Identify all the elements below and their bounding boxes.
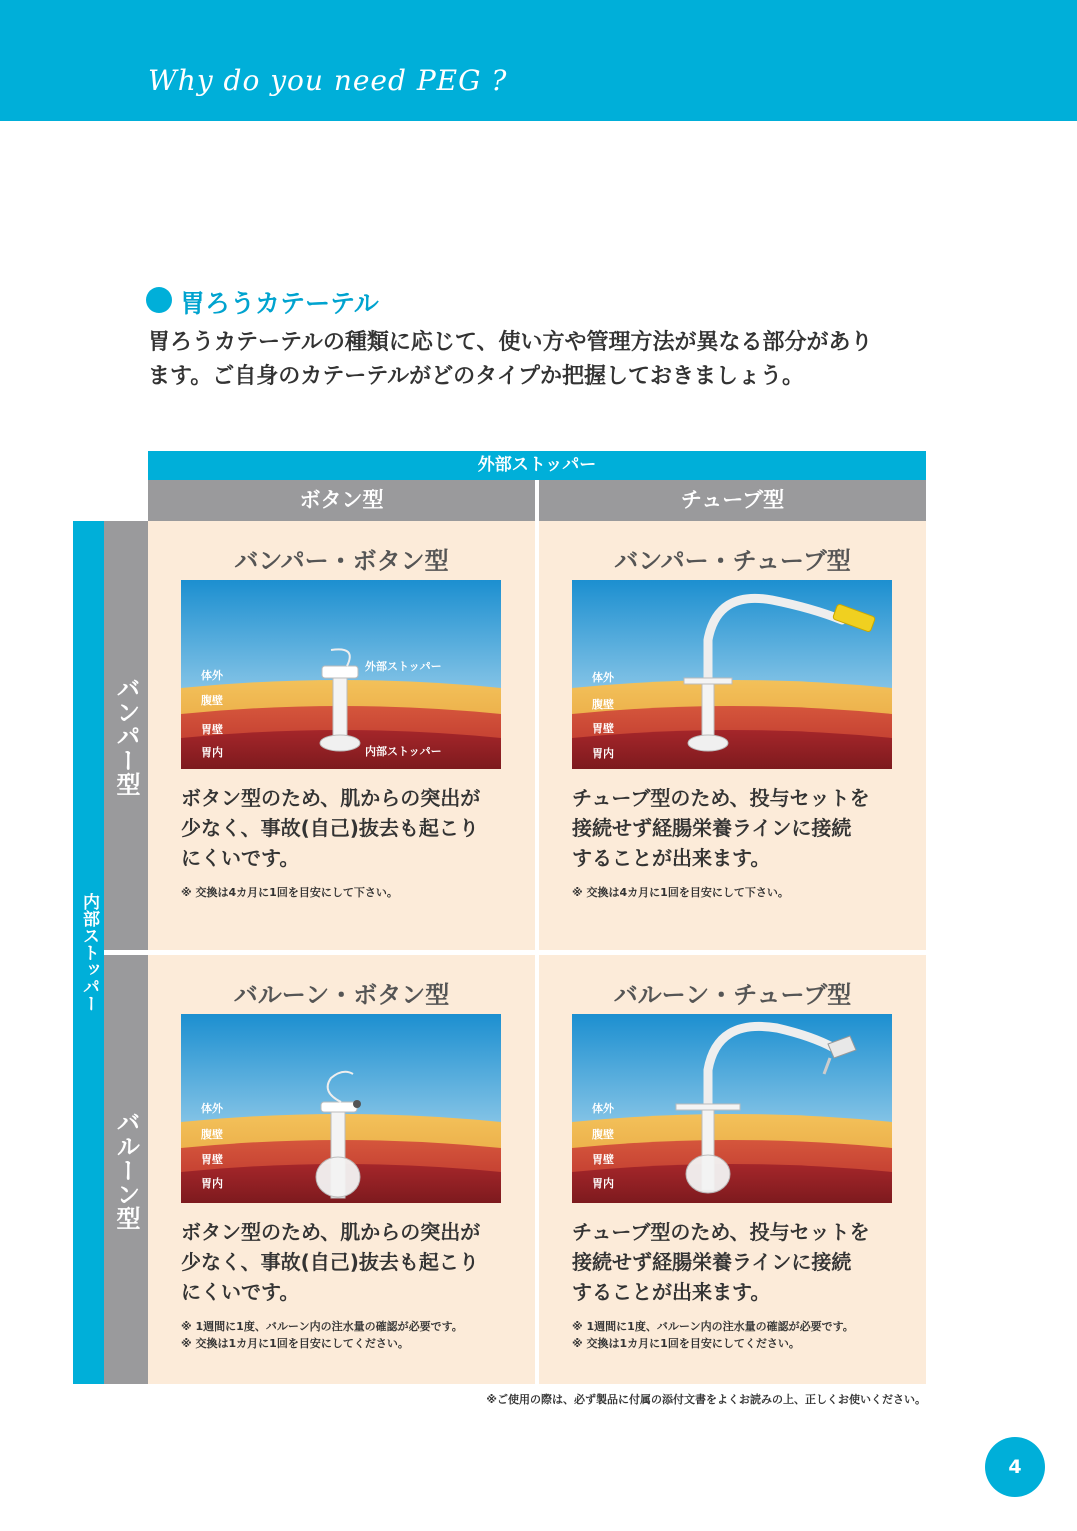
desc-line: チューブ型のため、投与セットを bbox=[572, 1220, 870, 1244]
layer-label-stomach-inside: 胃内 bbox=[201, 1177, 223, 1190]
layer-label-outside: 体外 bbox=[201, 669, 223, 682]
layer-label-stomach-wall: 胃壁 bbox=[201, 723, 223, 736]
intro-line: ます。ご自身のカテーテルがどのタイプか把握しておきましょう。 bbox=[148, 364, 805, 389]
section-bullet-icon bbox=[146, 287, 172, 313]
desc-line: にくいです。 bbox=[181, 1280, 300, 1304]
layer-label-abdominal-wall: 腹壁 bbox=[592, 698, 614, 711]
intro-text bbox=[148, 326, 938, 394]
cell-title: バンパー・チューブ型 bbox=[614, 547, 851, 575]
cell-title: バルーン・ボタン型 bbox=[233, 981, 450, 1009]
internal-stopper-header: 内部ストッパー bbox=[73, 521, 104, 1384]
layer-label-abdominal-wall: 腹壁 bbox=[592, 1128, 614, 1141]
external-stopper-header: 外部ストッパー bbox=[148, 451, 926, 480]
cell-description bbox=[181, 1217, 521, 1307]
desc-line: チューブ型のため、投与セットを bbox=[572, 786, 870, 810]
column-header-tube: チューブ型 bbox=[539, 480, 926, 521]
usage-disclaimer: ※ご使用の際は、必ず製品に付属の添付文書をよくお読みの上、正しくお使いください。 bbox=[486, 1393, 926, 1406]
page-header-title: Why do you need PEG ? bbox=[148, 64, 508, 97]
layer-label-abdominal-wall: 腹壁 bbox=[201, 1128, 223, 1141]
section-title: 胃ろうカテーテル bbox=[180, 289, 379, 318]
layer-label-stomach-wall: 胃壁 bbox=[592, 1153, 614, 1166]
cell-note bbox=[572, 884, 917, 901]
column-header-button: ボタン型 bbox=[148, 480, 535, 521]
cell-title: バンパー・ボタン型 bbox=[234, 547, 449, 575]
desc-line: 少なく、事故(自己)抜去も起こり bbox=[181, 1250, 479, 1274]
row-header-balloon: バルーン型 bbox=[104, 955, 148, 1384]
cell-balloon-tube bbox=[539, 955, 926, 1384]
layer-label-outside: 体外 bbox=[592, 671, 614, 684]
layer-label-outside: 体外 bbox=[592, 1102, 614, 1115]
desc-line: にくいです。 bbox=[181, 846, 300, 870]
desc-line: 接続せず経腸栄養ラインに接続 bbox=[572, 816, 852, 840]
desc-line: 接続せず経腸栄養ラインに接続 bbox=[572, 1250, 852, 1274]
layer-label-stomach-inside: 胃内 bbox=[592, 1177, 614, 1190]
intro-line: 胃ろうカテーテルの種類に応じて、使い方や管理方法が異なる部分があり bbox=[148, 330, 873, 355]
desc-line: することが出来ます。 bbox=[572, 846, 771, 870]
row-header-bumper: バンパー型 bbox=[104, 521, 148, 950]
balloon-tube-illustration bbox=[572, 1014, 892, 1203]
note-line: ※ 交換は4カ月に1回を目安にして下さい。 bbox=[181, 886, 398, 899]
layer-label-stomach-wall: 胃壁 bbox=[201, 1153, 223, 1166]
cell-description bbox=[181, 783, 521, 873]
note-line: ※ 交換は1カ月に1回を目安にしてください。 bbox=[572, 1337, 800, 1350]
note-line: ※ 1週間に1度、バルーン内の注水量の確認が必要です。 bbox=[572, 1320, 854, 1333]
desc-line: ボタン型のため、肌からの突出が bbox=[181, 1220, 481, 1244]
desc-line: 少なく、事故(自己)抜去も起こり bbox=[181, 816, 479, 840]
bumper-tube-illustration bbox=[572, 580, 892, 769]
header-band bbox=[0, 0, 1077, 121]
note-line: ※ 交換は4カ月に1回を目安にして下さい。 bbox=[572, 886, 789, 899]
cell-title: バルーン・チューブ型 bbox=[613, 981, 852, 1009]
layer-label-abdominal-wall: 腹壁 bbox=[201, 694, 223, 707]
cell-description bbox=[572, 1217, 912, 1307]
note-line: ※ 交換は1カ月に1回を目安にしてください。 bbox=[181, 1337, 409, 1350]
callout-external-stopper: 外部ストッパー bbox=[365, 660, 442, 673]
cell-description bbox=[572, 783, 912, 873]
layer-label-outside: 体外 bbox=[201, 1102, 223, 1115]
cell-bumper-tube bbox=[539, 521, 926, 950]
cell-note bbox=[181, 1318, 526, 1352]
desc-line: ボタン型のため、肌からの突出が bbox=[181, 786, 481, 810]
layer-label-stomach-inside: 胃内 bbox=[592, 747, 614, 760]
cell-bumper-button bbox=[148, 521, 535, 950]
cell-balloon-button bbox=[148, 955, 535, 1384]
balloon-button-illustration bbox=[181, 1014, 501, 1203]
desc-line: することが出来ます。 bbox=[572, 1280, 771, 1304]
layer-label-stomach-inside: 胃内 bbox=[201, 746, 223, 759]
layer-label-stomach-wall: 胃壁 bbox=[592, 722, 614, 735]
note-line: ※ 1週間に1度、バルーン内の注水量の確認が必要です。 bbox=[181, 1320, 463, 1333]
cell-note bbox=[572, 1318, 917, 1352]
callout-internal-stopper: 内部ストッパー bbox=[365, 745, 442, 758]
cell-note bbox=[181, 884, 526, 901]
bumper-button-illustration bbox=[181, 580, 501, 769]
page-number-badge: 4 bbox=[985, 1437, 1045, 1497]
